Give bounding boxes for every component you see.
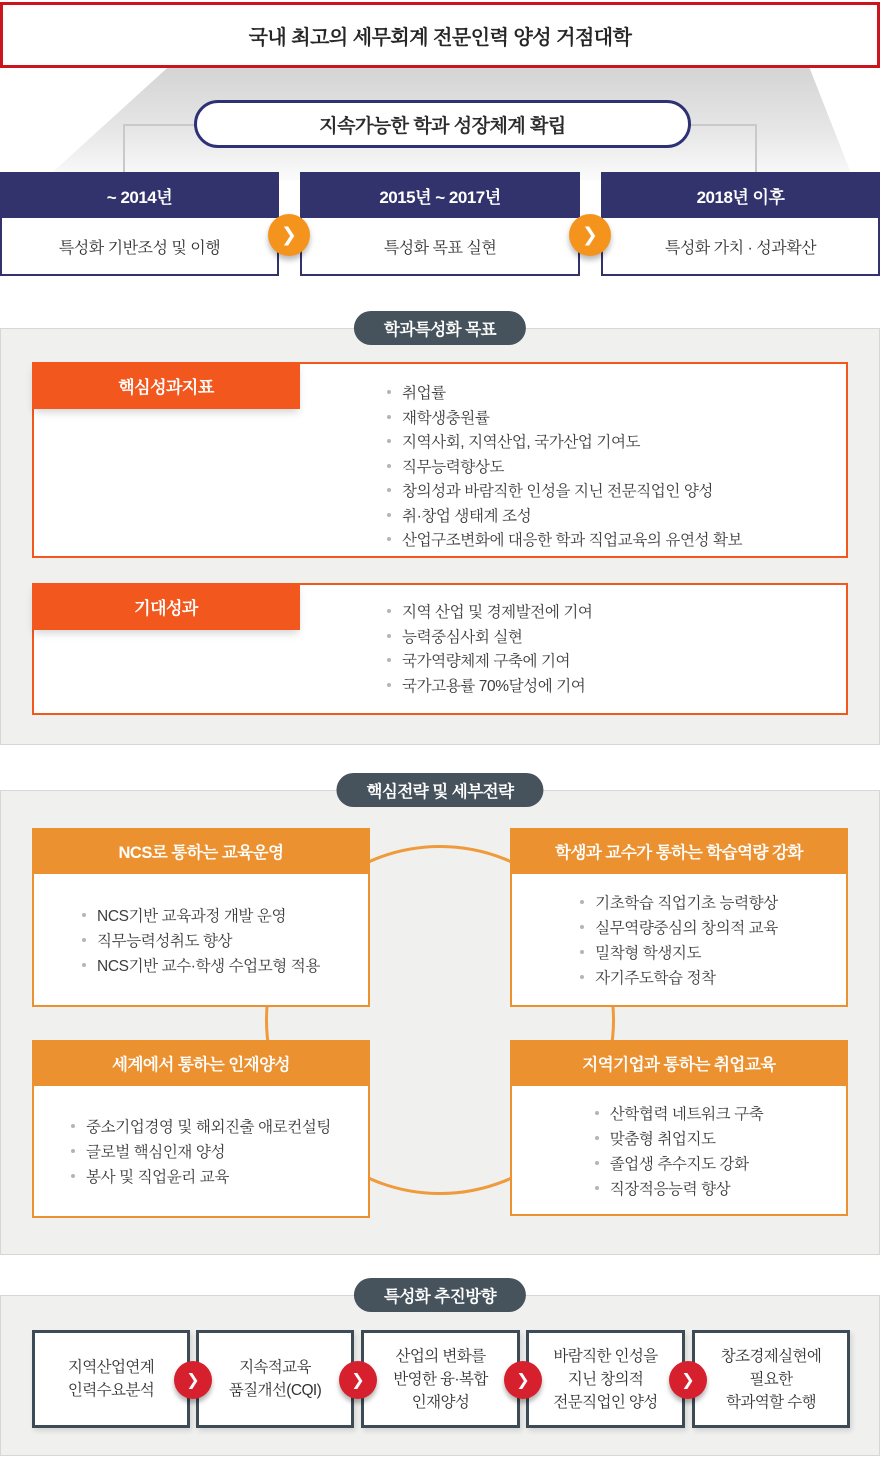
list-item: NCS기반 교육과정 개발 운영 — [82, 902, 320, 927]
list-item: 재학생충원률 — [387, 405, 742, 430]
list-item: 지역사회, 지역산업, 국가산업 기여도 — [387, 429, 742, 454]
list-item: 중소기업경영 및 해외진출 애로컨설팅 — [71, 1114, 331, 1139]
timeline-phase-1 — [0, 172, 279, 276]
phase-body — [300, 218, 580, 276]
step-text-line: 창조경제실현에 — [720, 1347, 822, 1365]
chevron-right-icon: ❯ — [339, 1361, 377, 1399]
connector-right-horizontal — [689, 124, 757, 126]
goal-box-label-tab — [32, 362, 300, 409]
vision-title-box — [0, 2, 880, 68]
vision-goal-pill — [194, 100, 691, 148]
step-text-line: 인재양성 — [411, 1393, 470, 1411]
strategy-box-local-employment — [510, 1040, 848, 1216]
phase-body — [601, 218, 880, 276]
list-item: 맞춤형 취업지도 — [595, 1125, 764, 1150]
step-text-line: 반영한 융·복합 — [393, 1370, 488, 1388]
connector-left-horizontal — [123, 124, 198, 126]
list-item: 봉사 및 직업윤리 교육 — [71, 1164, 331, 1189]
list-item: 산업구조변화에 대응한 학과 직업교육의 유연성 확보 — [387, 527, 742, 552]
strategy-item-list — [595, 1100, 764, 1200]
strategy-box-learning-capability — [510, 828, 848, 1007]
list-item: 자기주도학습 정착 — [580, 965, 778, 990]
phase-period: ~ 2014년 — [106, 187, 173, 207]
list-item: 취업률 — [387, 380, 742, 405]
strategy-item-list — [82, 902, 320, 977]
chevron-right-icon: ❯ — [669, 1361, 707, 1399]
goal-box-expected-outcomes — [32, 583, 848, 715]
strategy-box-ncs-education — [32, 828, 370, 1007]
list-item: 직무능력성취도 향상 — [82, 927, 320, 952]
list-item: 국가고용률 70%달성에 기여 — [387, 673, 593, 698]
strategy-box-body — [510, 874, 848, 1007]
list-item: 취·창업 생태계 조성 — [387, 503, 742, 528]
strategy-box-header — [510, 828, 848, 874]
step-text-line: 필요한 — [749, 1370, 793, 1388]
step-text-line: 전문직업인 양성 — [553, 1393, 658, 1411]
section-title: 학과특성화 목표 — [383, 321, 497, 339]
phase-label: 특성화 가치 · 성과확산 — [664, 239, 817, 257]
strategy-box-body — [32, 1086, 370, 1218]
step-text-line: 산업의 변화를 — [395, 1347, 486, 1365]
strategy-box-body — [510, 1086, 848, 1216]
step-text-line: 지닌 창의적 — [567, 1370, 644, 1388]
strategy-box-label: 세계에서 통하는 인재양성 — [112, 1056, 290, 1074]
strategy-box-label: 지역기업과 통하는 취업교육 — [582, 1056, 776, 1074]
direction-step-4 — [526, 1330, 685, 1428]
step-text-line: 지속적교육 — [239, 1359, 311, 1376]
phase-period: 2018년 이후 — [696, 187, 785, 207]
phase-period-header — [0, 172, 279, 218]
goal-box-kpi — [32, 362, 848, 558]
goal-box-label-tab — [32, 583, 300, 630]
step-text-line: 품질개선(CQI) — [228, 1382, 322, 1399]
goal-outcomes-list — [387, 599, 593, 697]
list-item: 창의성과 바람직한 인성을 지닌 전문직업인 양성 — [387, 478, 742, 503]
direction-step-1 — [32, 1330, 190, 1428]
section-title: 특성화 추진방향 — [383, 1288, 497, 1306]
phase-body — [0, 218, 279, 276]
vision-goal-label: 지속가능한 학과 성장체계 확립 — [319, 115, 566, 137]
goal-box-label: 핵심성과지표 — [118, 378, 214, 397]
list-item: 지역 산업 및 경제발전에 기여 — [387, 599, 593, 624]
strategy-item-list — [71, 1114, 331, 1189]
direction-step-2 — [196, 1330, 354, 1428]
goal-kpi-list — [387, 380, 742, 552]
timeline-phase-3 — [601, 172, 880, 276]
strategy-item-list — [580, 890, 778, 990]
phase-label: 특성화 목표 실현 — [383, 239, 497, 257]
direction-step-3 — [361, 1330, 520, 1428]
strategy-box-header — [32, 828, 370, 874]
list-item: 직장적응능력 향상 — [595, 1175, 764, 1200]
goal-box-label: 기대성과 — [134, 599, 198, 618]
phase-label: 특성화 기반조성 및 이행 — [58, 239, 221, 257]
step-text-line: 인력수요분석 — [67, 1382, 155, 1399]
list-item: 직무능력향상도 — [387, 454, 742, 479]
strategy-box-label: NCS로 통하는 교육운영 — [118, 844, 284, 862]
list-item: 졸업생 추수지도 강화 — [595, 1150, 764, 1175]
goals-section-title-pill — [354, 311, 526, 345]
connector-right-vertical — [755, 124, 757, 174]
chevron-right-icon: ❯ — [174, 1361, 212, 1399]
list-item: 글로벌 핵심인재 양성 — [71, 1139, 331, 1164]
strategy-box-global-talent — [32, 1040, 370, 1218]
direction-step-5 — [692, 1330, 850, 1428]
list-item: 밀착형 학생지도 — [580, 940, 778, 965]
phase-period: 2015년 ~ 2017년 — [379, 187, 501, 207]
step-text-line: 지역산업연계 — [67, 1359, 155, 1376]
step-text-line: 학과역할 수행 — [726, 1393, 816, 1411]
list-item: NCS기반 교수·학생 수업모형 적용 — [82, 952, 320, 977]
timeline-phase-2 — [300, 172, 580, 276]
strategy-box-header — [510, 1040, 848, 1086]
phase-period-header — [300, 172, 580, 218]
strategy-box-body — [32, 874, 370, 1007]
chevron-right-icon: ❯ — [569, 214, 611, 256]
direction-section-title-pill — [354, 1278, 526, 1312]
chevron-right-icon: ❯ — [268, 214, 310, 256]
chevron-right-icon: ❯ — [504, 1361, 542, 1399]
connector-left-vertical — [123, 124, 125, 174]
strategy-section-title-pill — [336, 773, 543, 807]
step-text-line: 바람직한 인성을 — [553, 1347, 658, 1365]
strategy-box-label: 학생과 교수가 통하는 학습역량 강화 — [555, 844, 803, 862]
list-item: 실무역량중심의 창의적 교육 — [580, 915, 778, 940]
list-item: 산학협력 네트워크 구축 — [595, 1100, 764, 1125]
phase-period-header — [601, 172, 880, 218]
list-item: 기초학습 직업기초 능력향상 — [580, 890, 778, 915]
list-item: 능력중심사회 실현 — [387, 624, 593, 649]
section-title: 핵심전략 및 세부전략 — [366, 783, 514, 801]
vision-title: 국내 최고의 세무회계 전문인력 양성 거점대학 — [248, 26, 632, 49]
list-item: 국가역량체제 구축에 기여 — [387, 648, 593, 673]
strategy-box-header — [32, 1040, 370, 1086]
